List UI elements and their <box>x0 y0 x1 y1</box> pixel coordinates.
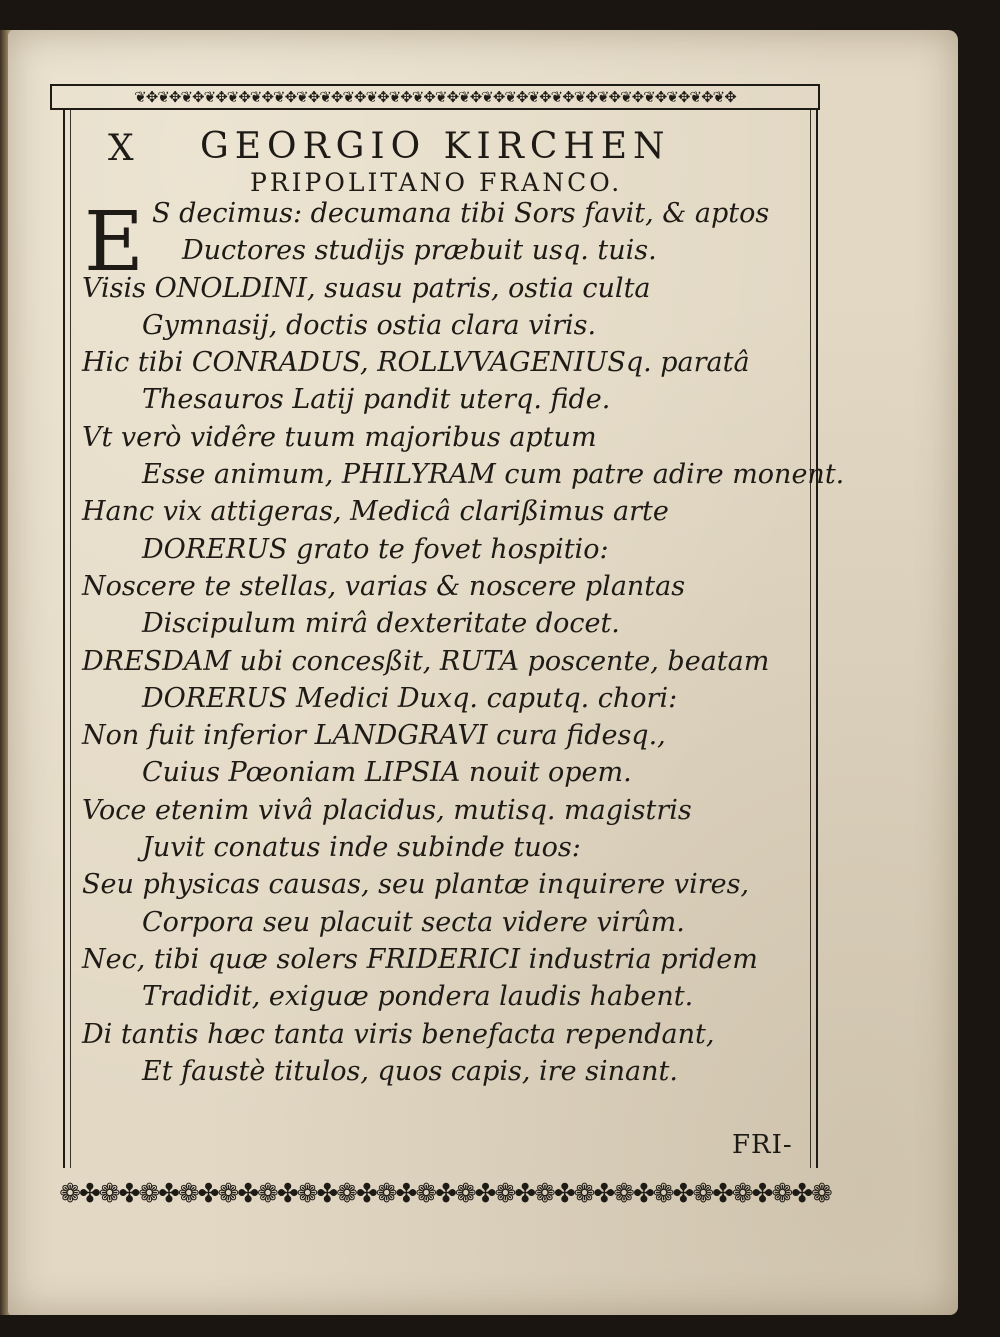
poem-numeral: X <box>108 128 136 169</box>
verse-line: Ductores studijs præbuit usq. tuis. <box>182 235 657 267</box>
heading-name: GEORGIO KIRCHEN <box>200 126 671 167</box>
catchword: FRI- <box>732 1130 793 1160</box>
verse-line: DORERUS grato te fovet hospitio: <box>142 533 609 565</box>
verse-line: Tradidit, exiguæ pondera laudis habent. <box>142 981 694 1013</box>
verse-line: Juvit conatus inde subinde tuos: <box>142 832 581 864</box>
verse-line: Visis ONOLDINI, suasu patris, ostia culta <box>82 272 651 304</box>
verse-line: Di tantis hæc tanta viris benefacta rependant, <box>82 1018 715 1050</box>
verse-line: Gymnasij, doctis ostia clara viris. <box>142 309 597 341</box>
verse-line: Voce etenim vivâ placidus, mutisq. magistris <box>82 794 692 826</box>
verse-line: DRESDAM ubi concesßit, RUTA poscente, beatam <box>82 645 770 677</box>
verse-line: Cuius Pœoniam LIPSIA nouit opem. <box>142 757 632 789</box>
verse-line: DORERUS Medici Duxq. caputq. chori: <box>142 682 678 714</box>
poem-verse <box>82 195 845 1090</box>
drop-cap: E <box>84 195 144 290</box>
verse-line: Vt verò vidêre tuum majoribus aptum <box>82 421 597 453</box>
verse-line: Noscere te stellas, varias & noscere plantas <box>82 570 686 602</box>
bottom-ornamental-border: ❁✤❁✤❁✤❁✤❁✤❁✤❁✤❁✤❁✤❁✤❁✤❁✤❁✤❁✤❁✤❁✤❁✤❁✤❁✤❁ <box>59 1179 831 1209</box>
verse-line: Thesauros Latij pandit uterq. fide. <box>142 384 611 416</box>
verse-line: Esse animum, PHILYRAM cum patre adire monent. <box>142 459 845 491</box>
verse-line: Hanc vix attigeras, Medicâ clarißimus arte <box>82 496 669 528</box>
verse-line: Seu physicas causas, seu plantæ inquirere vires, <box>82 869 750 901</box>
top-ornamental-border: ❦✥❦✥❦✥❦✥❦✥❦✥❦✥❦✥❦✥❦✥❦✥❦✥❦✥❦✥❦✥❦✥❦✥❦✥❦✥❦✥❦✥❦✥❦✥❦✥❦✥❦✥ <box>50 84 820 110</box>
verse-line: Non fuit inferior LANDGRAVI cura fidesq., <box>82 720 666 752</box>
verse-line: Et faustè titulos, quos capis, ire sinant. <box>142 1055 678 1087</box>
verse-line: Corpora seu placuit secta videre virûm. <box>142 906 685 938</box>
verse-line: Discipulum mirâ dexteritate docet. <box>142 608 620 640</box>
heading-origin: PRIPOLITANO FRANCO. <box>250 168 623 197</box>
verse-line: Hic tibi CONRADUS, ROLLVVAGENIUSq. paratâ <box>82 347 750 379</box>
verse-line: S decimus: decumana tibi Sors favit, & aptos <box>152 198 770 229</box>
verse-line: Nec, tibi quæ solers FRIDERICI industria pridem <box>82 943 758 975</box>
